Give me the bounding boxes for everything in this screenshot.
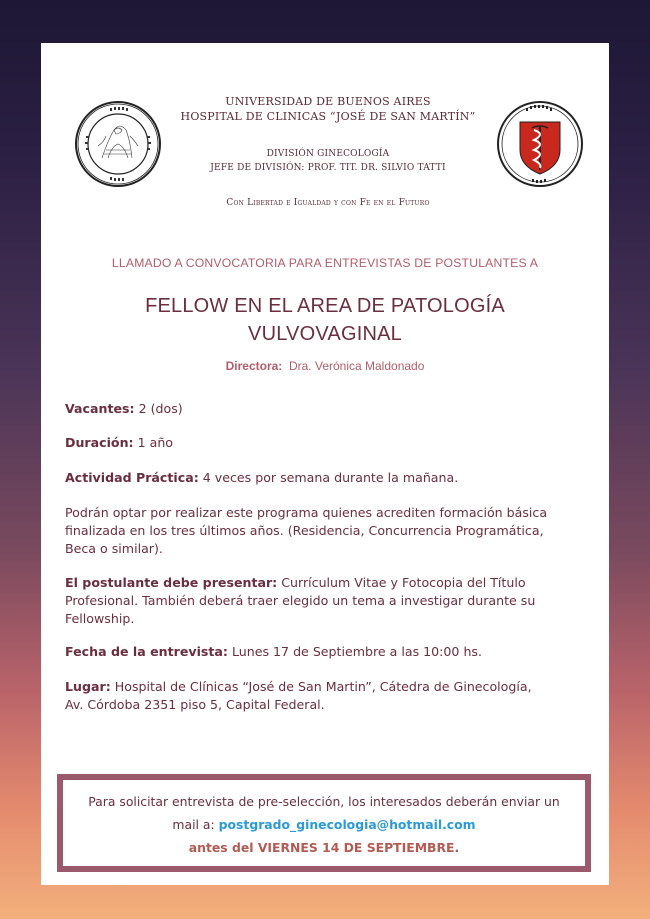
- division-name: DIVISIÓN GINECOLOGÍA: [266, 149, 390, 159]
- duracion-label: Duración:: [65, 435, 134, 450]
- requisitos-line-1: Podrán optar por realizar este programa quienes acrediten formación básica: [65, 505, 548, 520]
- presentar-line-3: Fellowship.: [65, 611, 135, 626]
- title-line-2: VULVOVAGINAL: [248, 323, 402, 345]
- requisitos-line-2: finalizada en los tres últimos años. (Residencia, Concurrencia Programática,: [65, 523, 544, 538]
- lugar-value: Hospital de Clínicas “José de San Martin”, Cátedra de Ginecología,: [114, 679, 532, 694]
- title-line-1: FELLOW EN EL AREA DE PATOLOGÍA: [145, 295, 505, 317]
- presentar-line-2: Profesional. También deberá traer elegido un tema a investigar durante su: [65, 593, 536, 608]
- university-name: UNIVERSIDAD DE BUENOS AIRES: [225, 95, 431, 108]
- deadline-text: antes del VIERNES 14 DE SEPTIEMBRE.: [188, 840, 460, 855]
- fecha-label: Fecha de la entrevista:: [65, 644, 228, 659]
- division-head: JEFE DE DIVISIÓN: PROF. TIT. DR. SILVIO TATTI: [210, 163, 446, 173]
- flyer-card: [41, 43, 609, 885]
- presentar-label: El postulante debe presentar:: [65, 575, 278, 590]
- hospital-seal-logo: [496, 100, 584, 188]
- actividad-value: 4 veces por semana durante la mañana.: [202, 470, 459, 485]
- fecha-value: Lunes 17 de Septiembre a las 10:00 hs.: [231, 644, 482, 659]
- duracion-value: 1 año: [137, 435, 174, 450]
- university-header: [161, 94, 495, 124]
- hospital-name: HOSPITAL DE CLINICAS “JOSÉ DE SAN MARTÍN”: [180, 110, 476, 123]
- email-link[interactable]: postgrado_ginecologia@hotmail.com: [218, 817, 476, 832]
- vacantes-label: Vacantes:: [65, 401, 135, 416]
- lugar-line-1: [65, 678, 585, 696]
- actividad-label: Actividad Práctica:: [65, 470, 199, 485]
- presentar-value: Currículum Vitae y Fotocopia del Título: [281, 575, 526, 590]
- mail-prefix: mail a:: [172, 817, 215, 832]
- director-label: Directora:: [225, 359, 283, 373]
- motto: Con Libertad e Igualdad y con Fe en el Futuro: [226, 198, 430, 208]
- contact-line-2: [63, 817, 585, 832]
- call-heading: LLAMADO A CONVOCATORIA PARA ENTREVISTAS DE POSTULANTES A: [111, 256, 539, 270]
- requisitos-line-3: Beca o similar).: [65, 541, 163, 556]
- page-title: [41, 292, 609, 348]
- actividad-line: [65, 469, 585, 487]
- director-line: [41, 359, 609, 373]
- vacantes-value: 2 (dos): [138, 401, 183, 416]
- director-name: Dra. Verónica Maldonado: [288, 359, 425, 373]
- contact-line-1: Para solicitar entrevista de pre-selección, los interesados deberán enviar un: [88, 794, 560, 809]
- fecha-line: [65, 643, 585, 661]
- duracion-line: [65, 434, 585, 452]
- lugar-label: Lugar:: [65, 679, 111, 694]
- university-seal-logo: [74, 100, 162, 188]
- vacantes-line: [65, 400, 585, 418]
- lugar-line-2: Av. Córdoba 2351 piso 5, Capital Federal.: [65, 697, 325, 712]
- presentar-line-1: [65, 574, 585, 592]
- contact-box: [57, 774, 591, 872]
- division-header: [161, 147, 495, 175]
